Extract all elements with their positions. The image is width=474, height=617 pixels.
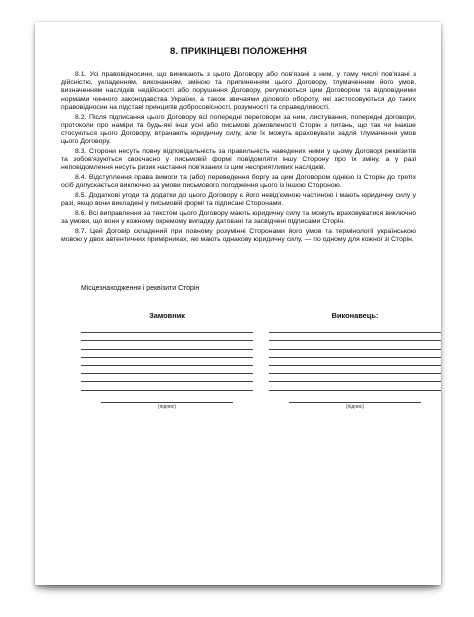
clauses-block <box>61 71 416 244</box>
requisite-line <box>269 325 441 333</box>
signature-line <box>101 402 233 403</box>
requisite-line <box>269 358 441 366</box>
requisite-line <box>81 350 253 358</box>
document-page <box>35 22 441 585</box>
requisite-line <box>269 341 441 349</box>
requisite-line <box>269 366 441 374</box>
requisite-line <box>269 333 441 341</box>
contractor-column <box>269 311 441 414</box>
requisite-line <box>81 358 253 366</box>
signature-label: (підпис) <box>157 403 177 410</box>
requisite-line <box>81 366 253 374</box>
contractor-title: Виконавець: <box>331 311 379 321</box>
clause-8-2: 8.2. Після підписання цього Договору всі попередні переговори за ним, листування, попередні договори, протоколи про наміри та будь-які інші усні або письмові домовленості Сторін з питань, що так чи інакше стосуються цього Договору, втрачають юридичну силу, але їх можуть враховувати задля тлумачення умов цього Договору. <box>61 113 416 146</box>
requisite-line <box>81 374 253 382</box>
clause-8-3: 8.3. Сторони несуть повну відповідальність за правильність наведених ними у цьому Договорі реквізитів та зобов'язуються своєчасно у письмовій формі повідомляти іншу Сторону про їх зміну, а у разі неповідомлення несуть ризик настання пов'язаних із цим несприятливих наслідків. <box>61 147 416 172</box>
clause-8-6: 8.6. Всі виправлення за текстом цього Договору мають юридичну силу та можуть враховуватися виключно за умови, що вони у кожному окремому випадку датовані та засвідчені підписами Сторін. <box>61 209 416 225</box>
clause-8-5: 8.5. Додаткові угоди та додатки до цього Договору є його невід'ємною частиною і мають юридичну силу у разі, якщо вони викладені у письмовій формі та підписані Сторонами. <box>61 191 416 208</box>
requisite-line <box>269 382 441 390</box>
requisite-line <box>269 350 441 358</box>
clause-8-7: 8.7. Цей Договір складений при повному розумінні Сторонами його умов та термінології українською мовою у двох автентичних примірниках, які мають однакову юридичну силу, — по одному для кожної зі Сторін. <box>61 227 416 243</box>
contractor-signature <box>269 402 441 414</box>
signature-label: (підпис) <box>345 403 365 410</box>
customer-signature <box>81 402 253 414</box>
requisite-line <box>81 333 253 341</box>
section-title: 8. ПРИКІНЦЕВІ ПОЛОЖЕННЯ <box>170 46 307 57</box>
customer-column <box>81 311 253 414</box>
location-heading: Місцезнаходження і реквізити Сторін <box>81 285 200 293</box>
parties-columns <box>81 311 441 414</box>
signature-line <box>289 402 421 403</box>
requisite-line <box>81 341 253 349</box>
customer-title: Замовник <box>149 311 185 321</box>
clause-8-1: 8.1. Усі правовідносини, що виникають з цього Договору або пов'язані з ним, у тому числі пов'язані з дійсністю, укладенням, виконанням, зміною та припиненням цього Договору, тлумаченням його умов, визначенням наслідків недійсності або порушення Договору, регулюються цим Договором та відповідними нормами чинного законодавства України, а також звичаями ділового обороту, які застосовуються до таких правовідносин на підставі принципів добросовісності, розумності та справедливості. <box>61 71 416 111</box>
clause-8-4: 8.4. Відступлення права вимоги та (або) переведення боргу за цим Договором однією із Сторін до третіх осіб допускається виключно за умови письмового погодження цього із іншою Стороною. <box>61 173 416 190</box>
requisite-line <box>81 382 253 390</box>
requisite-line <box>269 374 441 382</box>
requisite-line <box>81 325 253 333</box>
